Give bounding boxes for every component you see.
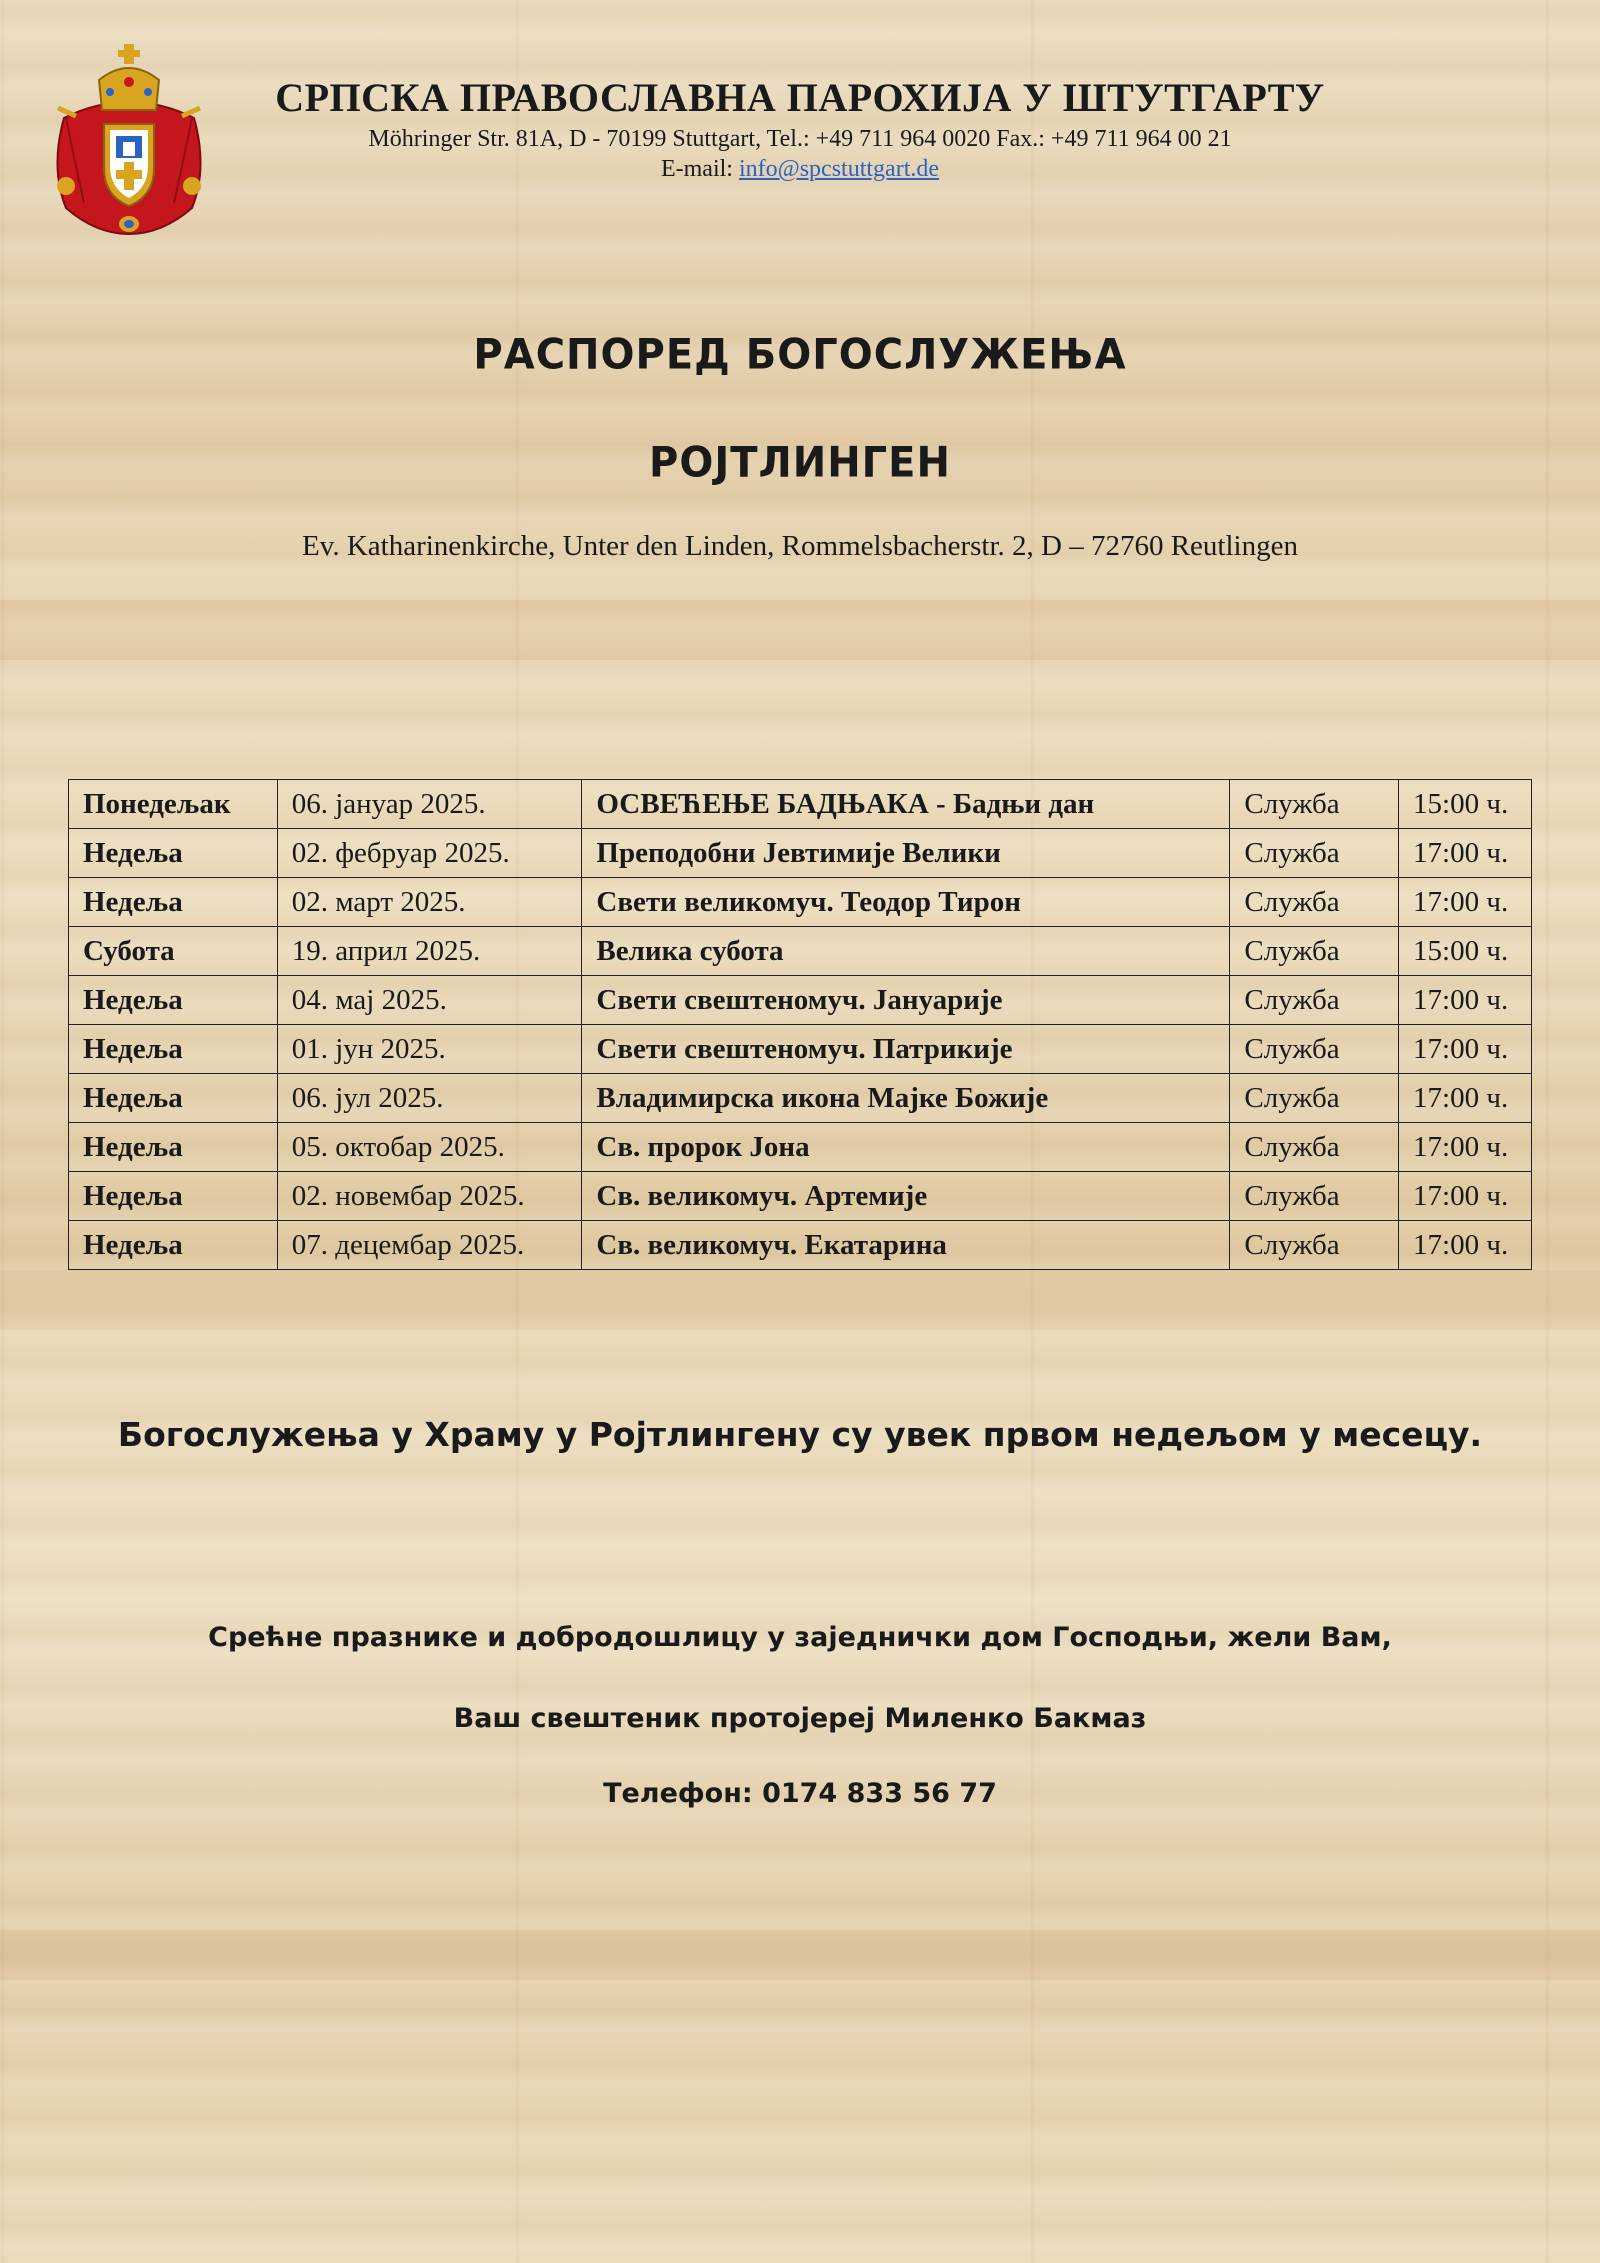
cell-time: 17:00 ч. [1399,1172,1532,1221]
closing-greeting: Срећне празнике и добродошлицу у заједнички дом Господњи, жели Вам, [208,1622,1392,1653]
priest-signature: Ваш свештеник протојереј Миленко Бакмаз [453,1703,1147,1734]
cell-date: 06. јул 2025. [277,1074,582,1123]
table-row [69,780,1532,829]
church-address: Ev. Katharinenkirche, Unter den Linden, Rommelsbacherstr. 2, D – 72760 Reutlingen [302,530,1298,562]
table-row [69,878,1532,927]
cell-feast: Свети свештеномуч. Патрикије [582,1025,1230,1074]
cell-time: 17:00 ч. [1399,976,1532,1025]
cell-service: Служба [1230,1221,1399,1270]
cell-feast: Преподобни Јевтимије Велики [582,829,1230,878]
cell-service: Служба [1230,829,1399,878]
cell-day: Недеља [69,1123,278,1172]
cell-day: Недеља [69,1025,278,1074]
schedule-table [68,779,1532,1270]
table-row [69,1025,1532,1074]
cell-service: Служба [1230,1123,1399,1172]
cell-service: Служба [1230,1172,1399,1221]
parish-address: Möhringer Str. 81A, D - 70199 Stuttgart, Tel.: +49 711 964 0020 Fax.: +49 711 964 00 21 [368,126,1232,152]
cell-time: 17:00 ч. [1399,1074,1532,1123]
cell-feast: Св. великомуч. Екатарина [582,1221,1230,1270]
page-title: РАСПОРЕД БОГОСЛУЖЕЊА [473,330,1127,380]
schedule-note: Богослужења у Храму у Ројтлингену су увек првом недељом у месецу. [117,1415,1483,1454]
parish-title: СРПСКА ПРАВОСЛАВНА ПАРОХИЈА У ШТУТГАРТУ [275,75,1325,120]
cell-time: 17:00 ч. [1399,829,1532,878]
cell-date: 19. април 2025. [277,927,582,976]
cell-day: Недеља [69,878,278,927]
cell-day: Недеља [69,976,278,1025]
email-link[interactable]: info@spcstuttgart.de [738,156,940,182]
cell-time: 17:00 ч. [1399,1123,1532,1172]
location-title: РОЈТЛИНГЕН [649,438,951,488]
cell-date: 02. фебруар 2025. [277,829,582,878]
cell-service: Служба [1230,780,1399,829]
cell-feast: Свети великомуч. Теодор Тирон [582,878,1230,927]
church-coat-of-arms-icon [44,38,214,238]
table-row [69,927,1532,976]
cell-day: Субота [69,927,278,976]
cell-time: 17:00 ч. [1399,1221,1532,1270]
cell-time: 15:00 ч. [1399,927,1532,976]
cell-time: 17:00 ч. [1399,878,1532,927]
cell-service: Служба [1230,878,1399,927]
table-row [69,1172,1532,1221]
cell-service: Служба [1230,927,1399,976]
table-row [69,1074,1532,1123]
cell-date: 04. мај 2025. [277,976,582,1025]
cell-date: 06. јануар 2025. [277,780,582,829]
cell-feast: Св. пророк Јона [582,1123,1230,1172]
cell-day: Понедељак [69,780,278,829]
cell-date: 01. јун 2025. [277,1025,582,1074]
cell-day: Недеља [69,1221,278,1270]
cell-feast: Велика субота [582,927,1230,976]
cell-day: Недеља [69,829,278,878]
table-row [69,829,1532,878]
cell-date: 02. март 2025. [277,878,582,927]
table-row [69,976,1532,1025]
cell-feast: ОСВЕЋЕЊЕ БАДЊАКА - Бадњи дан [582,780,1230,829]
cell-date: 02. новембар 2025. [277,1172,582,1221]
cell-service: Служба [1230,1025,1399,1074]
cell-date: 05. октобар 2025. [277,1123,582,1172]
cell-service: Служба [1230,1074,1399,1123]
cell-feast: Свети свештеномуч. Јануарије [582,976,1230,1025]
cell-feast: Св. великомуч. Артемије [582,1172,1230,1221]
cell-date: 07. децембар 2025. [277,1221,582,1270]
cell-day: Недеља [69,1172,278,1221]
cell-feast: Владимирска икона Мајке Божије [582,1074,1230,1123]
phone-number: Телефон: 0174 833 56 77 [603,1778,997,1809]
cell-time: 17:00 ч. [1399,1025,1532,1074]
cell-service: Служба [1230,976,1399,1025]
cell-time: 15:00 ч. [1399,780,1532,829]
email-label: E-mail: [660,156,739,182]
table-row [69,1221,1532,1270]
table-row [69,1123,1532,1172]
cell-day: Недеља [69,1074,278,1123]
parish-email-line [200,156,1400,183]
